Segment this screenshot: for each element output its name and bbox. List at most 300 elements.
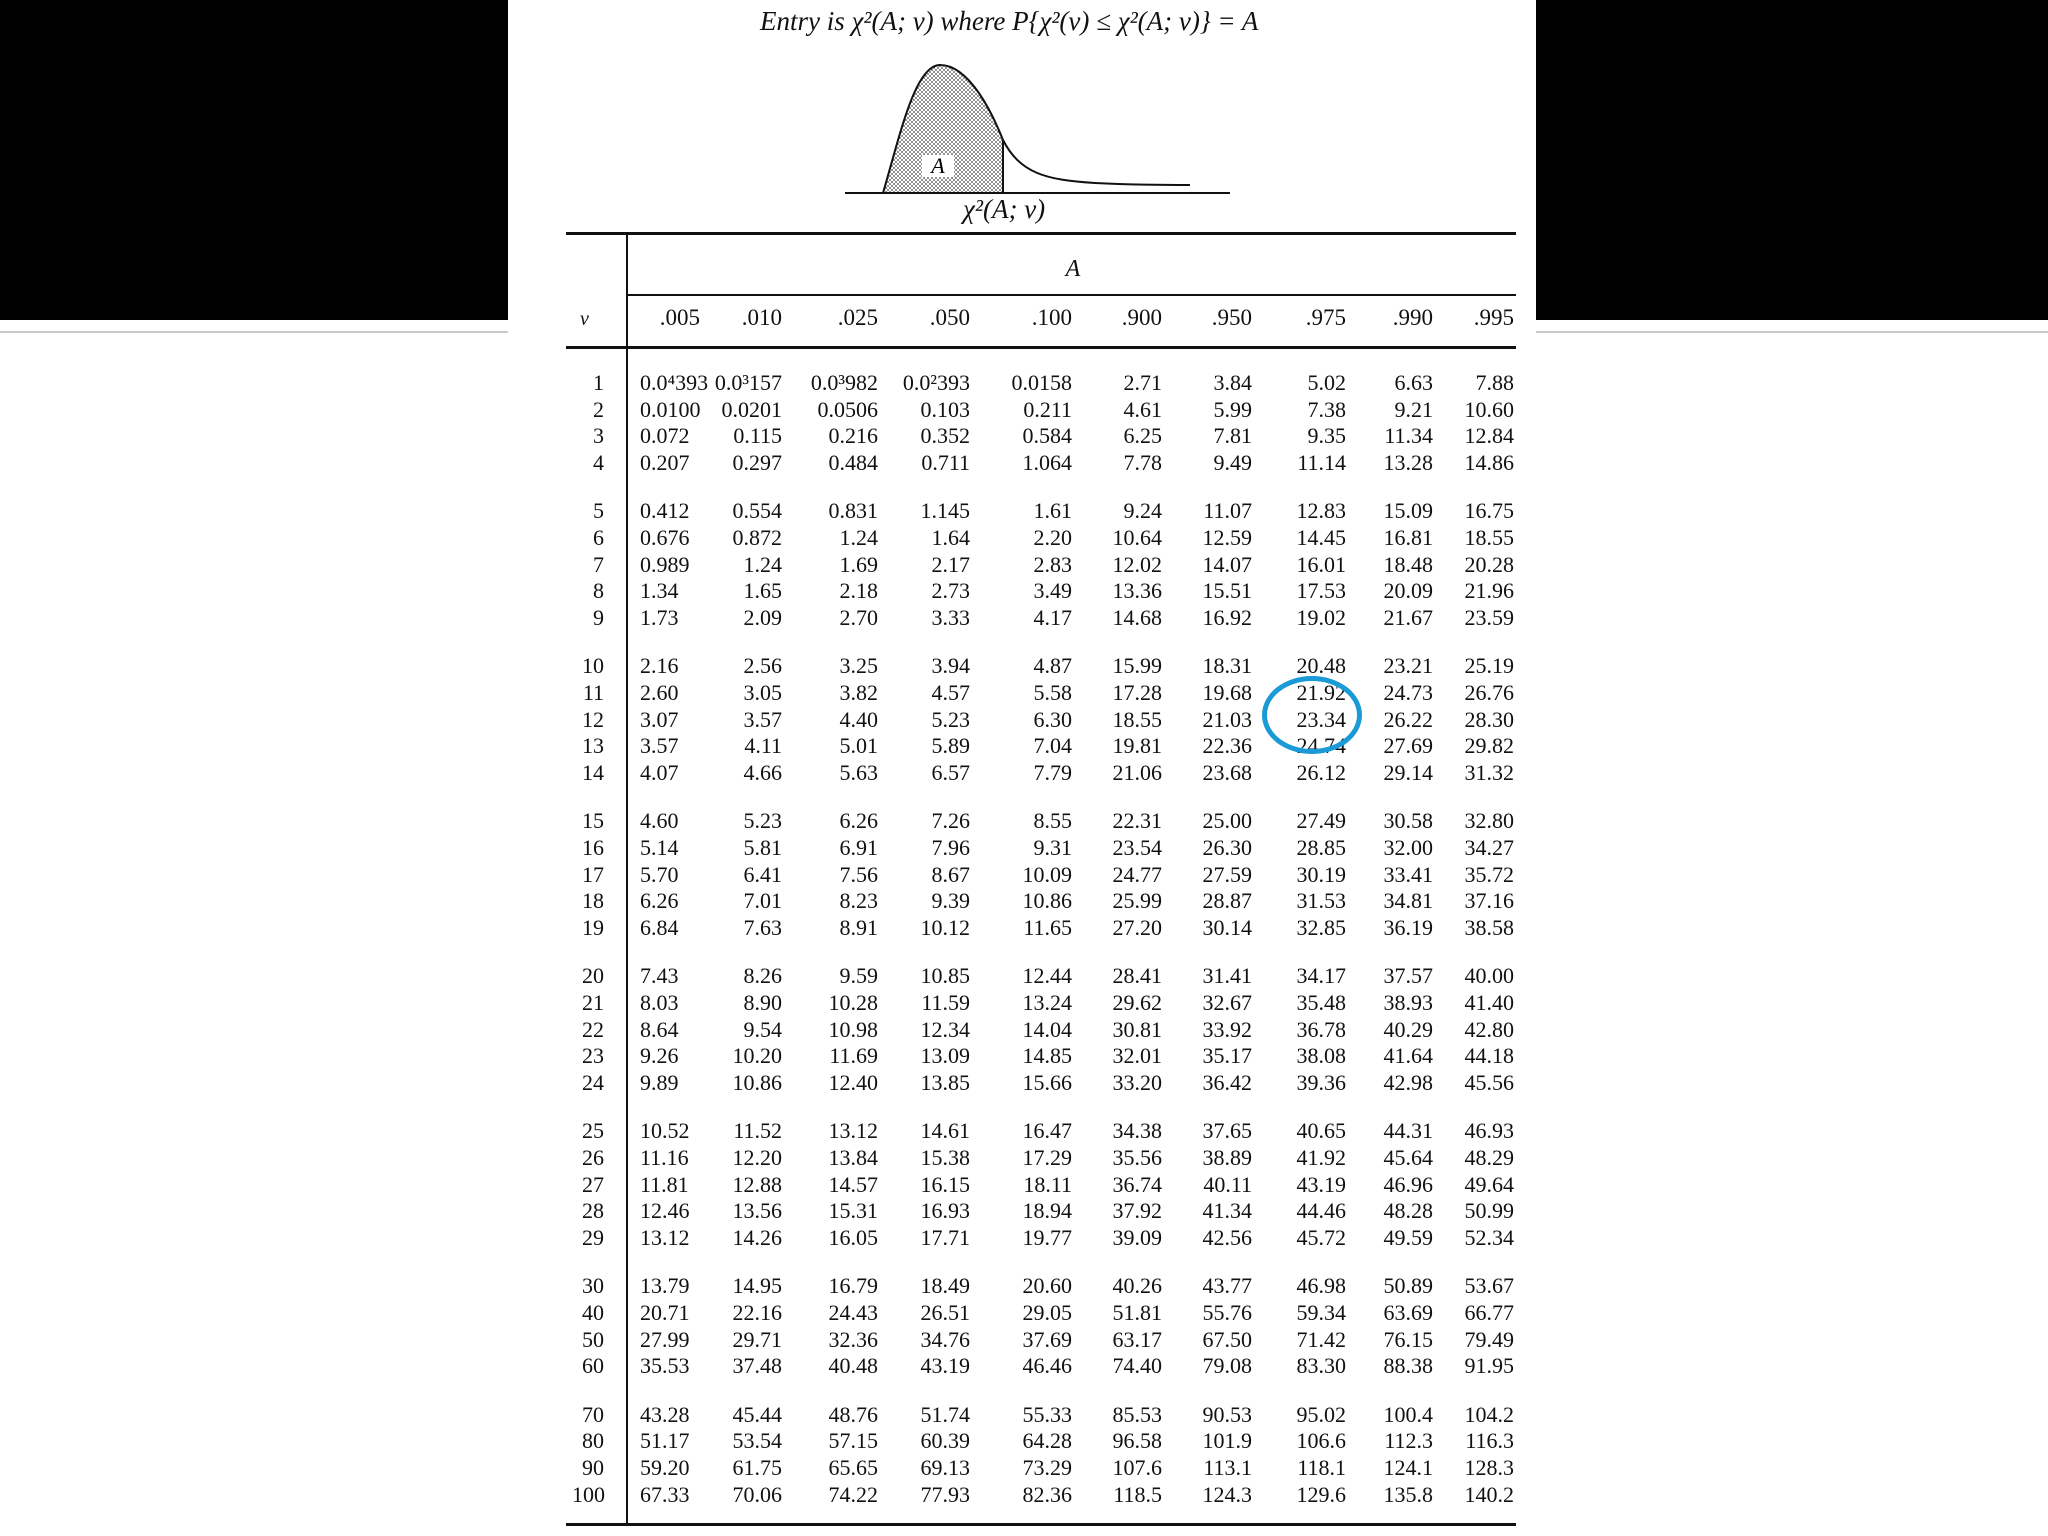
table-cell: 27.69 [1383,733,1433,759]
table-cell: 37.69 [1022,1326,1072,1352]
table-cell: 1.73 [640,604,679,630]
table-cell: 63.69 [1383,1300,1433,1325]
table-cell: 36.42 [1202,1069,1252,1095]
table-cell: 22.36 [1202,733,1252,759]
table-cell: 45.44 [732,1401,782,1427]
row-label-nu: 80 [582,1428,604,1454]
row-label-nu: 15 [582,808,604,834]
table-cell: 18.94 [1022,1198,1072,1224]
row-label-nu: 20 [582,963,604,989]
table-cell: 35.17 [1202,1043,1252,1069]
table-cell: 2.17 [931,551,970,577]
table-cell: 6.41 [743,861,782,887]
table-cell: 41.40 [1464,990,1514,1015]
table-cell: 18.31 [1202,653,1252,679]
table-cell: 8.64 [640,1016,679,1042]
table-cell: 51.81 [1112,1300,1162,1325]
table-cell: 22.16 [732,1300,782,1325]
row-label-nu: 50 [582,1326,604,1352]
row-label-nu: 25 [582,1118,604,1144]
table-cell: 67.50 [1202,1326,1252,1352]
table-cell: 21.67 [1383,604,1433,630]
table-cell: 12.44 [1022,963,1072,989]
row-label-nu: 22 [582,1016,604,1042]
table-cell: 53.54 [732,1428,782,1454]
table-cell: 79.08 [1202,1353,1252,1379]
table-cell: 8.03 [640,990,679,1015]
table-cell: 35.53 [640,1353,690,1379]
table-cell: 13.09 [920,1043,970,1069]
table-cell: 6.26 [640,888,679,914]
table-cell: 1.61 [1033,498,1072,524]
table-cell: 27.20 [1112,914,1162,940]
row-label-nu: 11 [582,680,604,705]
table-cell: 45.64 [1383,1145,1433,1170]
table-cell: 49.59 [1383,1224,1433,1250]
table-cell: 43.77 [1202,1273,1252,1299]
table-cell: 55.33 [1022,1401,1072,1427]
table-cell: 118.5 [1113,1481,1162,1507]
table-cell: 8.67 [931,861,970,887]
table-cell: 41.92 [1296,1145,1346,1170]
table-cell: 14.95 [732,1273,782,1299]
table-cell: 15.31 [828,1198,878,1224]
table-cell: 32.36 [828,1326,878,1352]
column-header: .010 [741,305,782,330]
table-cell: 36.78 [1296,1016,1346,1042]
table-cell: 32.85 [1296,914,1346,940]
highlight-circle [1262,676,1362,754]
table-cell: 70.06 [732,1481,782,1507]
table-cell: 0.352 [920,423,970,449]
table-cell: 43.19 [920,1353,970,1379]
table-cell: 6.57 [931,759,970,785]
table-cell: 18.55 [1464,525,1514,550]
table-cell: 3.57 [743,706,782,732]
table-cell: 29.82 [1464,733,1514,759]
table-cell: 10.85 [920,963,970,989]
table-cell: 3.25 [839,653,878,679]
table-cell: 2.70 [839,604,878,630]
table-cell: 38.93 [1383,990,1433,1015]
table-cell: 42.80 [1464,1016,1514,1042]
table-cell: 8.26 [743,963,782,989]
table-cell: 55.76 [1202,1300,1252,1325]
table-cell: 14.04 [1022,1016,1072,1042]
table-cell: 82.36 [1022,1481,1072,1507]
table-cell: 35.48 [1296,990,1346,1015]
table-cell: 13.28 [1383,449,1433,475]
row-label-nu: 27 [582,1171,604,1197]
table-cell: 16.75 [1464,498,1514,524]
column-header: .950 [1211,305,1252,330]
table-cell: 3.84 [1213,370,1252,395]
row-label-nu: 30 [582,1273,604,1299]
table-cell: 24.73 [1383,680,1433,705]
table-cell: 1.24 [743,551,782,577]
header-rule [566,346,1516,349]
row-label-nu: 9 [593,604,604,630]
table-cell: 2.73 [931,578,970,604]
table-cell: 3.33 [931,604,970,630]
table-cell: 28.41 [1112,963,1162,989]
table-cell: 40.00 [1464,963,1514,989]
table-cell: 36.19 [1383,914,1433,940]
table-cell: 45.72 [1296,1224,1346,1250]
table-caption: Entry is χ²(A; ν) where P{χ²(ν) ≤ χ²(A; ν)} = A [760,6,1259,36]
table-cell: 34.81 [1383,888,1433,914]
table-cell: 52.34 [1464,1224,1514,1250]
table-cell: 11.69 [829,1043,878,1069]
table-cell: 10.12 [920,914,970,940]
table-cell: 38.08 [1296,1043,1346,1069]
table-cell: 5.89 [931,733,970,759]
table-cell: 46.96 [1383,1171,1433,1197]
table-cell: 112.3 [1384,1428,1433,1454]
table-cell: 40.29 [1383,1016,1433,1042]
table-cell: 7.04 [1033,733,1072,759]
table-cell: 6.91 [839,835,878,860]
table-cell: 1.145 [920,498,970,524]
table-cell: 96.58 [1112,1428,1162,1454]
table-cell: 43.19 [1296,1171,1346,1197]
table-cell: 39.09 [1112,1224,1162,1250]
table-cell: 9.21 [1394,396,1433,422]
table-cell: 26.30 [1202,835,1252,860]
table-cell: 116.3 [1465,1428,1514,1454]
table-cell: 5.23 [931,706,970,732]
table-cell: 0.0201 [721,396,782,422]
table-cell: 14.45 [1296,525,1346,550]
column-header: .005 [659,305,700,330]
table-cell: 42.98 [1383,1069,1433,1095]
table-cell: 48.28 [1383,1198,1433,1224]
table-cell: 21.92 [1296,680,1346,705]
table-cell: 1.34 [640,578,679,604]
table-cell: 104.2 [1464,1401,1514,1427]
table-cell: 46.98 [1296,1273,1346,1299]
table-cell: 0.0100 [640,396,701,422]
top-rule [566,232,1516,235]
column-header: .900 [1121,305,1162,330]
row-label-nu: 29 [582,1224,604,1250]
table-cell: 7.38 [1307,396,1346,422]
table-cell: 140.2 [1464,1481,1514,1507]
table-cell: 32.80 [1464,808,1514,834]
table-cell: 65.65 [828,1455,878,1480]
table-cell: 22.31 [1112,808,1162,834]
table-cell: 1.69 [839,551,878,577]
table-cell: 24.43 [828,1300,878,1325]
row-label-nu: 1 [593,370,604,395]
table-cell: 15.99 [1112,653,1162,679]
table-cell: 39.36 [1296,1069,1346,1095]
row-label-nu: 17 [582,861,604,887]
table-cell: 37.65 [1202,1118,1252,1144]
table-cell: 13.12 [828,1118,878,1144]
column-header: .100 [1031,305,1072,330]
table-cell: 31.53 [1296,888,1346,914]
table-cell: 41.64 [1383,1043,1433,1069]
table-cell: 14.07 [1202,551,1252,577]
table-cell: 0.0506 [817,396,878,422]
table-cell: 66.77 [1464,1300,1514,1325]
table-cell: 6.25 [1123,423,1162,449]
table-cell: 10.86 [732,1069,782,1095]
table-cell: 2.71 [1123,370,1162,395]
table-cell: 50.99 [1464,1198,1514,1224]
table-cell: 11.16 [640,1145,689,1170]
table-cell: 8.23 [839,888,878,914]
table-cell: 85.53 [1112,1401,1162,1427]
row-label-nu: 8 [593,578,604,604]
table-cell: 19.81 [1112,733,1162,759]
row-label-nu: 7 [593,551,604,577]
table-cell: 0.484 [828,449,878,475]
table-cell: 25.00 [1202,808,1252,834]
table-cell: 18.48 [1383,551,1433,577]
table-cell: 18.55 [1112,706,1162,732]
table-cell: 43.28 [640,1401,690,1427]
table-cell: 9.39 [931,888,970,914]
table-cell: 35.56 [1112,1145,1162,1170]
table-cell: 21.96 [1464,578,1514,604]
table-cell: 38.58 [1464,914,1514,940]
table-cell: 0.0³157 [714,370,782,395]
table-cell: 38.89 [1202,1145,1252,1170]
table-cell: 0.0³982 [810,370,878,395]
table-cell: 0.297 [732,449,782,475]
table-cell: 27.99 [640,1326,690,1352]
table-cell: 83.30 [1296,1353,1346,1379]
table-cell: 11.34 [1384,423,1433,449]
table-cell: 57.15 [828,1428,878,1454]
table-cell: 124.1 [1383,1455,1433,1480]
divider-right [1536,331,2048,333]
table-cell: 12.20 [732,1145,782,1170]
table-cell: 2.60 [640,680,679,705]
table-cell: 0.831 [828,498,878,524]
row-label-nu: 100 [572,1481,605,1507]
table-cell: 71.42 [1296,1326,1346,1352]
table-cell: 59.20 [640,1455,690,1480]
table-cell: 19.02 [1296,604,1346,630]
table-cell: 3.05 [743,680,782,705]
table-cell: 88.38 [1383,1353,1433,1379]
table-cell: 0.676 [640,525,690,550]
table-cell: 32.01 [1112,1043,1162,1069]
table-cell: 33.92 [1202,1016,1252,1042]
table-cell: 29.14 [1383,759,1433,785]
table-cell: 101.9 [1202,1428,1252,1454]
table-cell: 0.211 [1023,396,1072,422]
table-cell: 23.34 [1296,706,1346,732]
row-header-label: ν [580,308,589,330]
table-cell: 34.17 [1296,963,1346,989]
row-label-nu: 4 [593,449,604,475]
table-cell: 32.00 [1383,835,1433,860]
table-cell: 37.92 [1112,1198,1162,1224]
table-cell: 8.90 [743,990,782,1015]
black-bar-left [0,0,508,320]
table-cell: 21.03 [1202,706,1252,732]
table-cell: 49.64 [1464,1171,1514,1197]
column-group-label: A [1065,256,1081,282]
row-label-nu: 18 [582,888,604,914]
table-cell: 7.63 [743,914,782,940]
table-cell: 2.16 [640,653,679,679]
table-cell: 36.74 [1112,1171,1162,1197]
table-cell: 14.85 [1022,1043,1072,1069]
table-cell: 0.711 [921,449,970,475]
row-label-nu: 10 [582,653,604,679]
table-cell: 7.88 [1475,370,1514,395]
table-cell: 20.09 [1383,578,1433,604]
table-cell: 0.216 [828,423,878,449]
table-cell: 11.65 [1023,914,1072,940]
row-label-nu: 28 [582,1198,604,1224]
row-label-nu: 14 [582,759,604,785]
table-cell: 0.584 [1022,423,1072,449]
table-cell: 74.22 [828,1481,878,1507]
table-cell: 12.84 [1464,423,1514,449]
table-cell: 118.1 [1297,1455,1346,1480]
table-cell: 16.92 [1202,604,1252,630]
table-cell: 5.70 [640,861,679,887]
row-label-nu: 16 [582,835,604,860]
table-cell: 100.4 [1383,1401,1433,1427]
table-cell: 5.99 [1213,396,1252,422]
table-cell: 20.48 [1296,653,1346,679]
row-label-nu: 26 [582,1145,604,1170]
table-cell: 5.01 [839,733,878,759]
table-cell: 34.76 [920,1326,970,1352]
table-cell: 63.17 [1112,1326,1162,1352]
table-cell: 9.35 [1307,423,1346,449]
table-cell: 15.51 [1202,578,1252,604]
table-cell: 61.75 [732,1455,782,1480]
row-label-nu: 13 [582,733,604,759]
table-cell: 0.0158 [1011,370,1072,395]
table-cell: 124.3 [1202,1481,1252,1507]
table-cell: 29.05 [1022,1300,1072,1325]
table-cell: 51.17 [640,1428,690,1454]
table-cell: 16.93 [920,1198,970,1224]
table-cell: 74.40 [1112,1353,1162,1379]
table-cell: 23.21 [1383,653,1433,679]
table-cell: 8.55 [1033,808,1072,834]
row-label-nu: 2 [593,396,604,422]
table-cell: 2.18 [839,578,878,604]
table-cell: 9.49 [1213,449,1252,475]
table-cell: 9.26 [640,1043,679,1069]
table-cell: 44.46 [1296,1198,1346,1224]
table-cell: 113.1 [1203,1455,1252,1480]
table-cell: 20.28 [1464,551,1514,577]
table-cell: 2.56 [743,653,782,679]
table-cell: 34.27 [1464,835,1514,860]
table-cell: 6.63 [1394,370,1433,395]
table-cell: 29.62 [1112,990,1162,1015]
table-cell: 13.24 [1022,990,1072,1015]
row-label-nu: 70 [582,1401,604,1427]
table-cell: 24.74 [1296,733,1346,759]
table-cell: 79.49 [1464,1326,1514,1352]
table-cell: 44.31 [1383,1118,1433,1144]
table-cell: 29.71 [732,1326,782,1352]
table-cell: 48.76 [828,1401,878,1427]
table-cell: 10.60 [1464,396,1514,422]
table-cell: 31.41 [1202,963,1252,989]
table-cell: 28.87 [1202,888,1252,914]
table-cell: 7.26 [931,808,970,834]
table-cell: 18.49 [920,1273,970,1299]
table-cell: 53.67 [1464,1273,1514,1299]
table-cell: 14.61 [920,1118,970,1144]
table-cell: 18.11 [1023,1171,1072,1197]
area-label: A [931,153,945,178]
table-cell: 10.98 [828,1016,878,1042]
table-cell: 5.23 [743,808,782,834]
table-cell: 12.02 [1112,551,1162,577]
table-cell: 14.57 [828,1171,878,1197]
table-cell: 31.32 [1464,759,1514,785]
table-cell: 35.72 [1464,861,1514,887]
table-cell: 1.65 [743,578,782,604]
table-cell: 4.40 [839,706,878,732]
table-cell: 11.59 [921,990,970,1015]
row-label-nu: 60 [582,1353,604,1379]
table-cell: 10.52 [640,1118,690,1144]
table-cell: 67.33 [640,1481,690,1507]
table-cell: 5.14 [640,835,679,860]
table-cell: 26.51 [920,1300,970,1325]
table-cell: 13.85 [920,1069,970,1095]
table-cell: 6.84 [640,914,679,940]
chi-square-curve-figure [845,55,1245,200]
table-cell: 44.18 [1464,1043,1514,1069]
table-cell: 46.93 [1464,1118,1514,1144]
table-cell: 24.77 [1112,861,1162,887]
table-cell: 3.49 [1033,578,1072,604]
table-cell: 37.16 [1464,888,1514,914]
divider-left [0,331,508,333]
table-cell: 14.86 [1464,449,1514,475]
table-cell: 9.59 [839,963,878,989]
table-cell: 10.20 [732,1043,782,1069]
table-cell: 20.71 [640,1300,690,1325]
table-cell: 59.34 [1296,1300,1346,1325]
table-cell: 0.872 [732,525,782,550]
table-cell: 26.22 [1383,706,1433,732]
table-cell: 28.30 [1464,706,1514,732]
table-cell: 10.28 [828,990,878,1015]
table-cell: 17.29 [1022,1145,1072,1170]
table-cell: 13.84 [828,1145,878,1170]
table-cell: 10.09 [1022,861,1072,887]
table-cell: 0.103 [920,396,970,422]
table-cell: 7.79 [1033,759,1072,785]
table-cell: 128.3 [1464,1455,1514,1480]
row-label-nu: 12 [582,706,604,732]
table-cell: 17.53 [1296,578,1346,604]
table-cell: 6.30 [1033,706,1072,732]
table-cell: 19.77 [1022,1224,1072,1250]
table-cell: 7.81 [1213,423,1252,449]
table-cell: 5.63 [839,759,878,785]
table-cell: 13.56 [732,1198,782,1224]
table-cell: 25.99 [1112,888,1162,914]
